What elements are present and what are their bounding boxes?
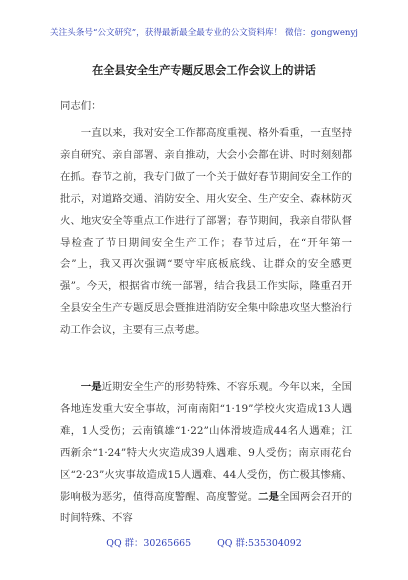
greeting: 同志们： [60,100,102,112]
point-one-lead: 一是 [80,381,102,393]
point-two-lead: 二是 [258,490,280,503]
qq-group-2: QQ 群:535304092 [217,538,302,549]
point-two-body: 全国两会召开的时间特殊、不容 [60,490,353,525]
page-title: 在全县安全生产专题反思会工作会议上的讲话 [92,63,316,77]
paragraph-1: 一直以来，我对安全工作都高度重视、格外看重，一直坚持亲自研究、亲自部署、亲自推动，大会小会都在讲、时时刻刻都在抓。春节之前，我专门做了一个关于做好春节期间安全工作的批示，对道路交通、消防安全、用火安全、生产安全、森林防灭火、地灾安全等重点工作进行了部署；春节期间，我亲自带队督导检查了节日期间安全生产工作；春节过后，在“开年第一会”上，我又再次强调“要守牢底板底线、让群众的安全感更强”。今天，根据省市统一部署，结合我县工作实际，隆重召开全县安全生产专题反思会暨推进消防安全集中除患攻坚大整治行动工作会议，主要有三点考虑。 [60,127,352,337]
promo-header: 关注头条号“公文研究”，获得最新最全最专业的公文资料库！ 微信：gongwenyj [50,28,358,38]
paragraph-2 [60,377,352,530]
point-one-body: 近期安全生产的形势特殊、不容乐观。今年以来，全国各地连发重大安全事故，河南南阳“1·19”学校火灾造成13人遇难，1人受伤；云南镇雄“1·22”山体滑坡造成44名人遇难；江西新余“1·24”特大火灾造成39人遇难、9人受伤；南京雨花台区“2·23”火灾事故造成15人遇难、44人受伤，伤亡极其惨痛、影响极为恶劣，值得高度警醒、高度警觉。 [60,381,353,503]
footer-qq-groups [0,535,408,549]
qq-group-1: QQ 群：30265665 [106,538,192,549]
